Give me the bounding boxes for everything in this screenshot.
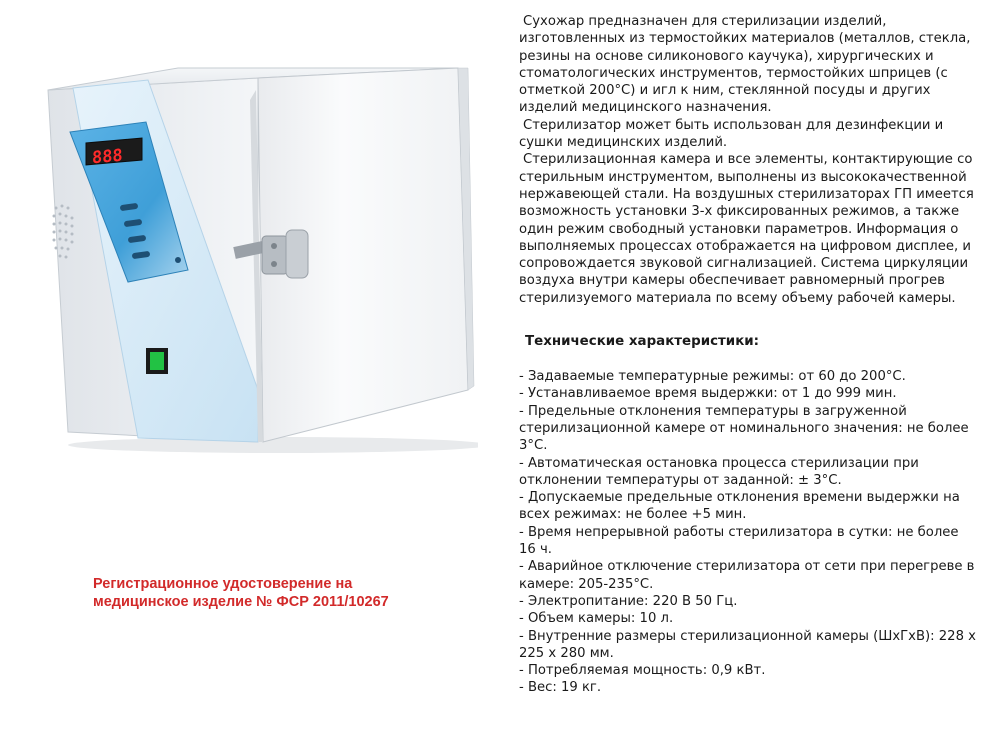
spec-item: - Аварийное отключение стерилизатора от сети при перегреве в камере: 205-235°С. <box>519 559 975 592</box>
spec-item: - Потребляемая мощность: 0,9 кВт. <box>519 663 766 679</box>
spec-item: - Электропитание: 220 В 50 Гц. <box>519 593 738 609</box>
description-paragraph: Стерилизационная камера и все элементы, контактирующие со стерильным инструментом, выполнены из высококачественной нержавеющей стали. На воздушных стерилизаторах ГП имеется возможность установки 3-х фиксированных режимов, а также один режим свободный установки параметров. Информация о выполняемых процессах отображается на цифровом дисплее, и сопровождается звуковой сигнализацией. Система циркуляции воздуха внутри камеры обеспечивает равномерный прогрев стерилизуемого материала по всему объему рабочей камеры. <box>519 152 974 306</box>
spec-item: - Вес: 19 кг. <box>519 680 602 696</box>
spec-item: - Автоматическая остановка процесса стерилизации при отклонении температуры от заданной: ± 3°С. <box>519 455 919 488</box>
registration-certificate-text: Регистрационное удостоверение на медицинское изделие № ФСР 2011/10267 <box>93 576 389 610</box>
spec-item: - Объем камеры: 10 л. <box>519 611 674 627</box>
power-switch-icon <box>150 352 164 370</box>
spec-item: - Внутренние размеры стерилизационной камеры (ШхГхВ): 228 х 225 х 280 мм. <box>519 628 976 661</box>
specs-heading: Технические характеристики: <box>525 334 760 350</box>
spec-item: - Устанавливаемое время выдержки: от 1 до 999 мин. <box>519 386 897 402</box>
spec-item: - Предельные отклонения температуры в загруженной стерилизационной камере от номинального значения: не более 3°С. <box>519 403 969 454</box>
description-paragraph: Сухожар предназначен для стерилизации изделий, изготовленных из термостойких материалов (металлов, стекла, резины на основе силиконового каучука), хирургических и стоматологических инструментов, термостойких шприцев (с отметкой 200°С) и игл к ним, стеклянной посуды и других изделий медицинского назначения. <box>519 14 971 116</box>
sterilizer-drawing <box>28 60 478 460</box>
sterilizer-illustration <box>28 60 478 460</box>
product-description <box>519 13 977 697</box>
description-paragraph: Стерилизатор может быть использован для дезинфекции и сушки медицинских изделий. <box>519 117 944 151</box>
display-readout-icon: 888 <box>92 145 123 169</box>
indicator-led <box>175 257 181 263</box>
specs-list <box>519 368 977 697</box>
spec-item: - Допускаемые предельные отклонения времени выдержки на всех режимах: не более +5 мин. <box>519 490 960 523</box>
spec-item: - Задаваемые температурные режимы: от 60 до 200°С. <box>519 369 906 385</box>
spec-item: - Время непрерывной работы стерилизатора в сутки: не более 16 ч. <box>519 524 959 558</box>
